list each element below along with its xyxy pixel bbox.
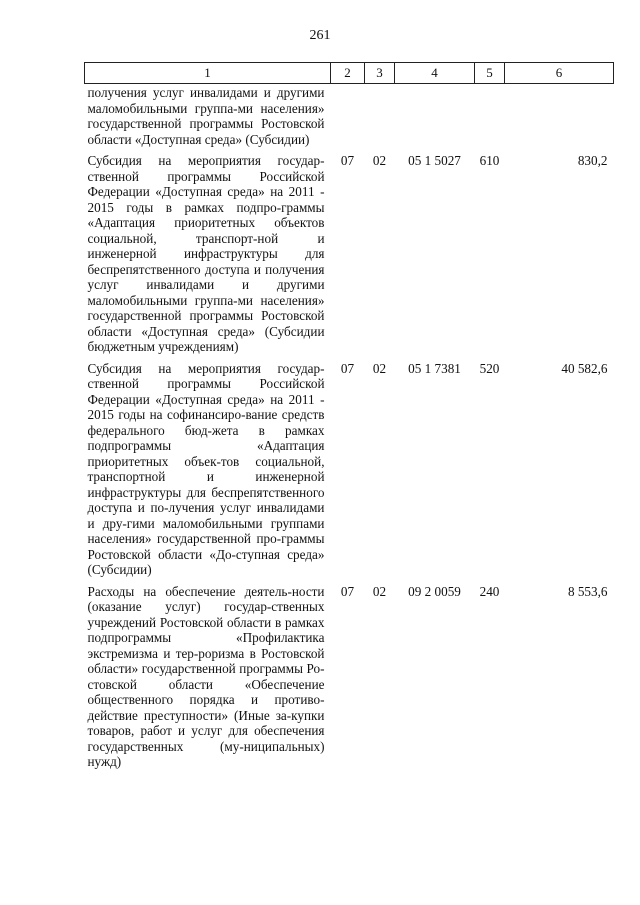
table-row — [85, 84, 614, 154]
row-expense-type — [475, 84, 505, 154]
row-section: 07 — [340, 583, 355, 599]
row-section: 07 — [340, 153, 355, 168]
row-section: 07 — [340, 360, 355, 376]
column-header-1: 1 — [85, 63, 331, 84]
page-number: 261 — [309, 28, 331, 43]
row-amount — [505, 84, 614, 154]
row-description: получения услуг инвалидами и другими маломобильными группа-ми населения» государственной программы Ростовской области «Доступная среда» (Субсидии) — [87, 85, 325, 147]
row-description: Субсидия на мероприятия государ-ственной программы Российской Федерации «Доступная среда» на 2011 - 2015 годы на софинансиро-вание средств федерального бюд-жета в рамках подпрограммы «Адаптация приоритетных объек-тов социальной, транспортной и инженерной инфраструктуры для беспрепятственного доступа и по-лучения услуг инвалидами и дру-гими маломобильными группами населения» государственной про-граммы Ростовской области «До-ступная среда» (Субсидии) — [87, 360, 325, 577]
row-amount: 8 553,6 — [567, 583, 608, 599]
row-subsection: 02 — [372, 583, 387, 599]
column-header-3: 3 — [365, 63, 395, 84]
column-header-5: 5 — [475, 63, 505, 84]
column-header-4: 4 — [395, 63, 475, 84]
column-header-2: 2 — [331, 63, 365, 84]
column-header-6: 6 — [505, 63, 614, 84]
row-subsection: 02 — [372, 153, 387, 168]
row-description: Расходы на обеспечение деятель-ности (оказание услуг) государ-ственных учреждений Ростовской области в рамках подпрограммы «Профилактика экстремизма и тер-роризма в Ростовской области» государственной программы Ро-стовской области «Обеспечение общественного порядка и противо-действие преступности» (Иные за-купки товаров, работ и услуг для обеспечения государственных (му-ниципальных) нужд) — [87, 583, 325, 769]
row-target-code — [395, 84, 475, 154]
row-expense-type: 240 — [479, 583, 500, 599]
row-section — [331, 84, 365, 154]
row-description: Субсидия на мероприятия государ-ственной программы Российской Федерации «Доступная среда» на 2011 - 2015 годы в рамках подпро-граммы «Адаптация приоритетных объектов социальной, транспорт-ной и инженерной инфраструктуры для беспрепятственного доступа и получения услуг инвалидами и другими маломобильными группа-ми населения» государственной программы Ростовской области «Доступная среда» (Субсидии бюджетным учреждениям) — [87, 153, 325, 354]
table-row — [85, 584, 614, 776]
table-row — [85, 361, 614, 584]
row-subsection — [365, 84, 395, 154]
row-subsection: 02 — [372, 360, 387, 376]
row-target-code: 05 1 5027 — [408, 153, 461, 168]
row-expense-type: 610 — [479, 153, 500, 168]
row-target-code: 05 1 7381 — [408, 360, 461, 376]
table-row — [85, 153, 614, 361]
row-target-code: 09 2 0059 — [408, 583, 461, 599]
table-header-row — [85, 63, 614, 84]
row-amount: 830,2 — [577, 153, 608, 168]
row-expense-type: 520 — [479, 360, 500, 376]
budget-table — [84, 62, 614, 776]
row-amount: 40 582,6 — [561, 360, 608, 376]
